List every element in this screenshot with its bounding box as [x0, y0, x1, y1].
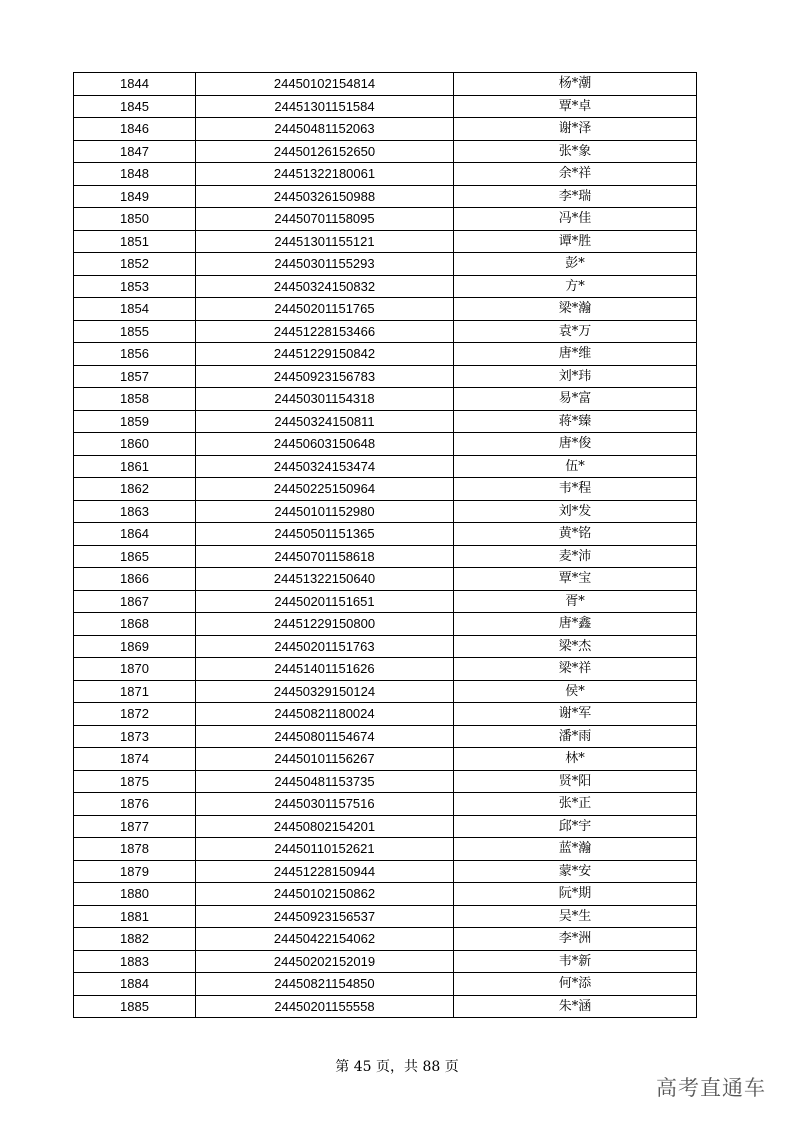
candidate-name-cell: 潘*雨 [454, 725, 697, 748]
table-row [74, 613, 697, 636]
candidate-id-cell: 24450801154674 [196, 725, 454, 748]
candidate-name-cell: 蓝*瀚 [454, 838, 697, 861]
table-row [74, 905, 697, 928]
table-row [74, 545, 697, 568]
row-number-cell: 1877 [74, 815, 196, 838]
candidate-id-cell: 24450701158095 [196, 208, 454, 231]
row-number-cell: 1850 [74, 208, 196, 231]
table-row [74, 838, 697, 861]
candidate-id-cell: 24451322180061 [196, 163, 454, 186]
candidate-name-cell: 何*添 [454, 973, 697, 996]
table-row [74, 973, 697, 996]
candidate-name-cell: 伍* [454, 455, 697, 478]
table-row [74, 748, 697, 771]
table-row [74, 140, 697, 163]
candidate-id-cell: 24450201155558 [196, 995, 454, 1018]
candidate-name-cell: 唐*鑫 [454, 613, 697, 636]
candidate-id-cell: 24450324153474 [196, 455, 454, 478]
candidate-name-cell: 方* [454, 275, 697, 298]
row-number-cell: 1861 [74, 455, 196, 478]
candidate-name-cell: 邱*宇 [454, 815, 697, 838]
candidate-name-cell: 余*祥 [454, 163, 697, 186]
table-row [74, 95, 697, 118]
candidate-id-cell: 24450923156783 [196, 365, 454, 388]
table-row [74, 343, 697, 366]
watermark-logo: 高考直通车 [656, 1076, 766, 1100]
candidate-id-cell: 24450201151651 [196, 590, 454, 613]
row-number-cell: 1847 [74, 140, 196, 163]
row-number-cell: 1855 [74, 320, 196, 343]
candidate-id-cell: 24450923156537 [196, 905, 454, 928]
table-row [74, 298, 697, 321]
candidate-id-cell: 24450110152621 [196, 838, 454, 861]
candidate-id-cell: 24450102150862 [196, 883, 454, 906]
candidate-name-cell: 林* [454, 748, 697, 771]
candidate-id-cell: 24450821154850 [196, 973, 454, 996]
candidate-id-cell: 24450126152650 [196, 140, 454, 163]
candidate-name-cell: 蒙*安 [454, 860, 697, 883]
table-row [74, 883, 697, 906]
row-number-cell: 1870 [74, 658, 196, 681]
row-number-cell: 1876 [74, 793, 196, 816]
candidate-id-cell: 24450201151765 [196, 298, 454, 321]
row-number-cell: 1864 [74, 523, 196, 546]
candidate-id-cell: 24450821180024 [196, 703, 454, 726]
row-number-cell: 1885 [74, 995, 196, 1018]
row-number-cell: 1867 [74, 590, 196, 613]
row-number-cell: 1878 [74, 838, 196, 861]
candidate-name-cell: 张*象 [454, 140, 697, 163]
candidate-id-cell: 24450481153735 [196, 770, 454, 793]
candidate-id-cell: 24450701158618 [196, 545, 454, 568]
row-number-cell: 1869 [74, 635, 196, 658]
table-row [74, 995, 697, 1018]
candidate-id-cell: 24451401151626 [196, 658, 454, 681]
row-number-cell: 1884 [74, 973, 196, 996]
table-row [74, 73, 697, 96]
row-number-cell: 1880 [74, 883, 196, 906]
candidate-id-cell: 24450324150832 [196, 275, 454, 298]
candidate-id-cell: 24451228153466 [196, 320, 454, 343]
candidate-name-cell: 黄*铭 [454, 523, 697, 546]
table-row [74, 253, 697, 276]
candidate-name-cell: 朱*涵 [454, 995, 697, 1018]
row-number-cell: 1845 [74, 95, 196, 118]
candidate-id-cell: 24450422154062 [196, 928, 454, 951]
candidate-id-cell: 24450101152980 [196, 500, 454, 523]
candidate-name-cell: 李*洲 [454, 928, 697, 951]
table-row [74, 928, 697, 951]
table-row [74, 703, 697, 726]
candidate-id-cell: 24450225150964 [196, 478, 454, 501]
row-number-cell: 1848 [74, 163, 196, 186]
table-row [74, 793, 697, 816]
table-row [74, 365, 697, 388]
table-row [74, 455, 697, 478]
roster-table-body [74, 73, 697, 1018]
row-number-cell: 1883 [74, 950, 196, 973]
candidate-id-cell: 24451229150800 [196, 613, 454, 636]
candidate-id-cell: 24450101156267 [196, 748, 454, 771]
candidate-name-cell: 刘*发 [454, 500, 697, 523]
candidate-name-cell: 梁*瀚 [454, 298, 697, 321]
table-row [74, 950, 697, 973]
row-number-cell: 1882 [74, 928, 196, 951]
row-number-cell: 1851 [74, 230, 196, 253]
table-row [74, 410, 697, 433]
candidate-name-cell: 覃*卓 [454, 95, 697, 118]
candidate-name-cell: 杨*潮 [454, 73, 697, 96]
candidate-name-cell: 麦*沛 [454, 545, 697, 568]
candidate-name-cell: 袁*万 [454, 320, 697, 343]
row-number-cell: 1875 [74, 770, 196, 793]
candidate-id-cell: 24451228150944 [196, 860, 454, 883]
candidate-name-cell: 韦*程 [454, 478, 697, 501]
page-footer: 第 45 页，共 88 页 [335, 1059, 459, 1075]
candidate-name-cell: 刘*玮 [454, 365, 697, 388]
candidate-id-cell: 24451229150842 [196, 343, 454, 366]
table-row [74, 680, 697, 703]
table-row [74, 815, 697, 838]
row-number-cell: 1844 [74, 73, 196, 96]
candidate-name-cell: 彭* [454, 253, 697, 276]
candidate-name-cell: 吴*生 [454, 905, 697, 928]
candidate-id-cell: 24450301154318 [196, 388, 454, 411]
candidate-name-cell: 蒋*臻 [454, 410, 697, 433]
row-number-cell: 1871 [74, 680, 196, 703]
row-number-cell: 1858 [74, 388, 196, 411]
candidate-name-cell: 谭*胜 [454, 230, 697, 253]
row-number-cell: 1872 [74, 703, 196, 726]
table-row [74, 500, 697, 523]
table-row [74, 770, 697, 793]
candidate-name-cell: 梁*杰 [454, 635, 697, 658]
candidate-name-cell: 冯*佳 [454, 208, 697, 231]
candidate-id-cell: 24450329150124 [196, 680, 454, 703]
row-number-cell: 1881 [74, 905, 196, 928]
candidate-id-cell: 24450301155293 [196, 253, 454, 276]
row-number-cell: 1854 [74, 298, 196, 321]
candidate-name-cell: 阮*期 [454, 883, 697, 906]
candidate-id-cell: 24450481152063 [196, 118, 454, 141]
row-number-cell: 1862 [74, 478, 196, 501]
candidate-name-cell: 谢*军 [454, 703, 697, 726]
candidate-name-cell: 易*富 [454, 388, 697, 411]
row-number-cell: 1856 [74, 343, 196, 366]
table-row [74, 388, 697, 411]
candidate-id-cell: 24451301155121 [196, 230, 454, 253]
candidate-id-cell: 24450501151365 [196, 523, 454, 546]
candidate-id-cell: 24450301157516 [196, 793, 454, 816]
candidate-id-cell: 24451301151584 [196, 95, 454, 118]
candidate-id-cell: 24450326150988 [196, 185, 454, 208]
table-row [74, 860, 697, 883]
candidate-name-cell: 梁*祥 [454, 658, 697, 681]
row-number-cell: 1853 [74, 275, 196, 298]
candidate-name-cell: 张*正 [454, 793, 697, 816]
table-row [74, 163, 697, 186]
row-number-cell: 1857 [74, 365, 196, 388]
candidate-id-cell: 24450202152019 [196, 950, 454, 973]
table-row [74, 478, 697, 501]
candidate-name-cell: 胥* [454, 590, 697, 613]
row-number-cell: 1863 [74, 500, 196, 523]
candidate-name-cell: 侯* [454, 680, 697, 703]
table-row [74, 208, 697, 231]
table-row [74, 658, 697, 681]
candidate-id-cell: 24450201151763 [196, 635, 454, 658]
candidate-id-cell: 24450802154201 [196, 815, 454, 838]
table-row [74, 635, 697, 658]
candidate-id-cell: 24450324150811 [196, 410, 454, 433]
candidate-id-cell: 24451322150640 [196, 568, 454, 591]
row-number-cell: 1868 [74, 613, 196, 636]
candidate-name-cell: 贤*阳 [454, 770, 697, 793]
candidate-name-cell: 唐*维 [454, 343, 697, 366]
table-row [74, 725, 697, 748]
table-row [74, 320, 697, 343]
roster-table [73, 72, 697, 1018]
row-number-cell: 1860 [74, 433, 196, 456]
table-row [74, 185, 697, 208]
row-number-cell: 1859 [74, 410, 196, 433]
candidate-id-cell: 24450102154814 [196, 73, 454, 96]
candidate-name-cell: 覃*宝 [454, 568, 697, 591]
candidate-id-cell: 24450603150648 [196, 433, 454, 456]
row-number-cell: 1873 [74, 725, 196, 748]
row-number-cell: 1865 [74, 545, 196, 568]
row-number-cell: 1879 [74, 860, 196, 883]
table-row [74, 433, 697, 456]
table-row [74, 275, 697, 298]
row-number-cell: 1849 [74, 185, 196, 208]
candidate-name-cell: 李*瑞 [454, 185, 697, 208]
candidate-name-cell: 唐*俊 [454, 433, 697, 456]
row-number-cell: 1874 [74, 748, 196, 771]
candidate-name-cell: 谢*泽 [454, 118, 697, 141]
table-row [74, 230, 697, 253]
row-number-cell: 1866 [74, 568, 196, 591]
table-row [74, 118, 697, 141]
table-row [74, 590, 697, 613]
table-row [74, 523, 697, 546]
table-row [74, 568, 697, 591]
row-number-cell: 1846 [74, 118, 196, 141]
candidate-name-cell: 韦*新 [454, 950, 697, 973]
row-number-cell: 1852 [74, 253, 196, 276]
